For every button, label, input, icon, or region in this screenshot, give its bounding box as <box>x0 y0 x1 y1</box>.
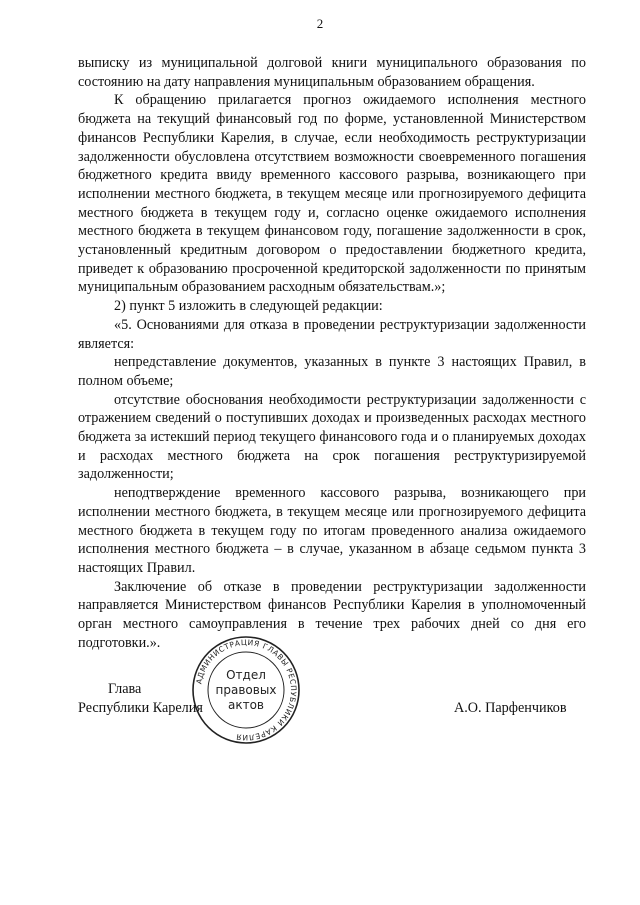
svg-text:актов: актов <box>227 698 265 712</box>
paragraph-forecast: К обращению прилагается прогноз ожидаемого исполнения местного бюджета на текущий финансовый год по форме, установленной Министерством финансов Республики Карелия, в случае, если необходимость реструктуризации задолженности обусловлена отсутствием возможности своевременного погашения бюджетного кредита ввиду временного кассового разрыва, возникающего при исполнении местного бюджета, в текущем месяце или прогнозируемого дефицита местного бюджета в текущем году и, согласно оценке ожидаемого исполнения местного бюджета в текущем финансовом году, погашение задолженности в срок, установленный кредитным договором о предоставлении бюджетного кредита, приведет к образованию просроченной кредиторской задолженности по принятым муниципальным образованием расходным обязательствам.»; <box>78 92 586 296</box>
paragraph-continuation: выписку из муниципальной долговой книги муниципального образования по состоянию на дату направления муниципальным образованием обращения. <box>78 55 586 90</box>
signatory-title-line2: Республики Карелия <box>78 700 203 716</box>
paragraph-reason-1: непредставление документов, указанных в пункте 3 настоящих Правил, в полном объеме; <box>78 354 586 389</box>
paragraph-reason-3: неподтверждение временного кассового разрыва, возникающего при исполнении местного бюджета, в текущем месяце или прогнозируемого дефицита местного бюджета в текущем году по итогам проведенного анализа ожидаемого исполнения местного бюджета – в случае, указанном в абзаце седьмом пункта 3 настоящих Правил. <box>78 485 586 576</box>
paragraph-item-2: 2) пункт 5 изложить в следующей редакции: <box>114 298 383 315</box>
svg-text:АДМИНИСТРАЦИЯ ГЛАВЫ РЕСПУБЛИКИ: АДМИНИСТРАЦИЯ ГЛАВЫ РЕСПУБЛИКИ КАРЕЛИЯ <box>194 637 299 743</box>
signatory-name: А.О. Парфенчиков <box>454 700 567 716</box>
paragraph-clause-5: «5. Основаниями для отказа в проведении реструктуризации задолженности является: <box>78 316 586 352</box>
page-number: 2 <box>316 16 324 31</box>
svg-text:Отдел: Отдел <box>226 668 266 682</box>
svg-text:правовых: правовых <box>215 683 277 697</box>
signatory-title <box>78 680 278 718</box>
document-body <box>78 54 586 653</box>
signatory-title-line1: Глава <box>108 681 142 697</box>
paragraph-reason-2: отсутствие обоснования необходимости реструктуризации задолженности с отражением сведений о поступивших доходах и произведенных расходах местного бюджета за истекший период текущего финансового года и о планируемых доходах и расходах местного бюджета на срок погашения реструктуризируемой задолженности; <box>78 391 586 483</box>
paragraph-conclusion: Заключение об отказе в проведении реструктуризации задолженности направляется Министерством финансов Республики Карелия в уполномоченный орган местного самоуправления в течение трех рабочих дней со дня его подготовки.». <box>78 578 586 651</box>
